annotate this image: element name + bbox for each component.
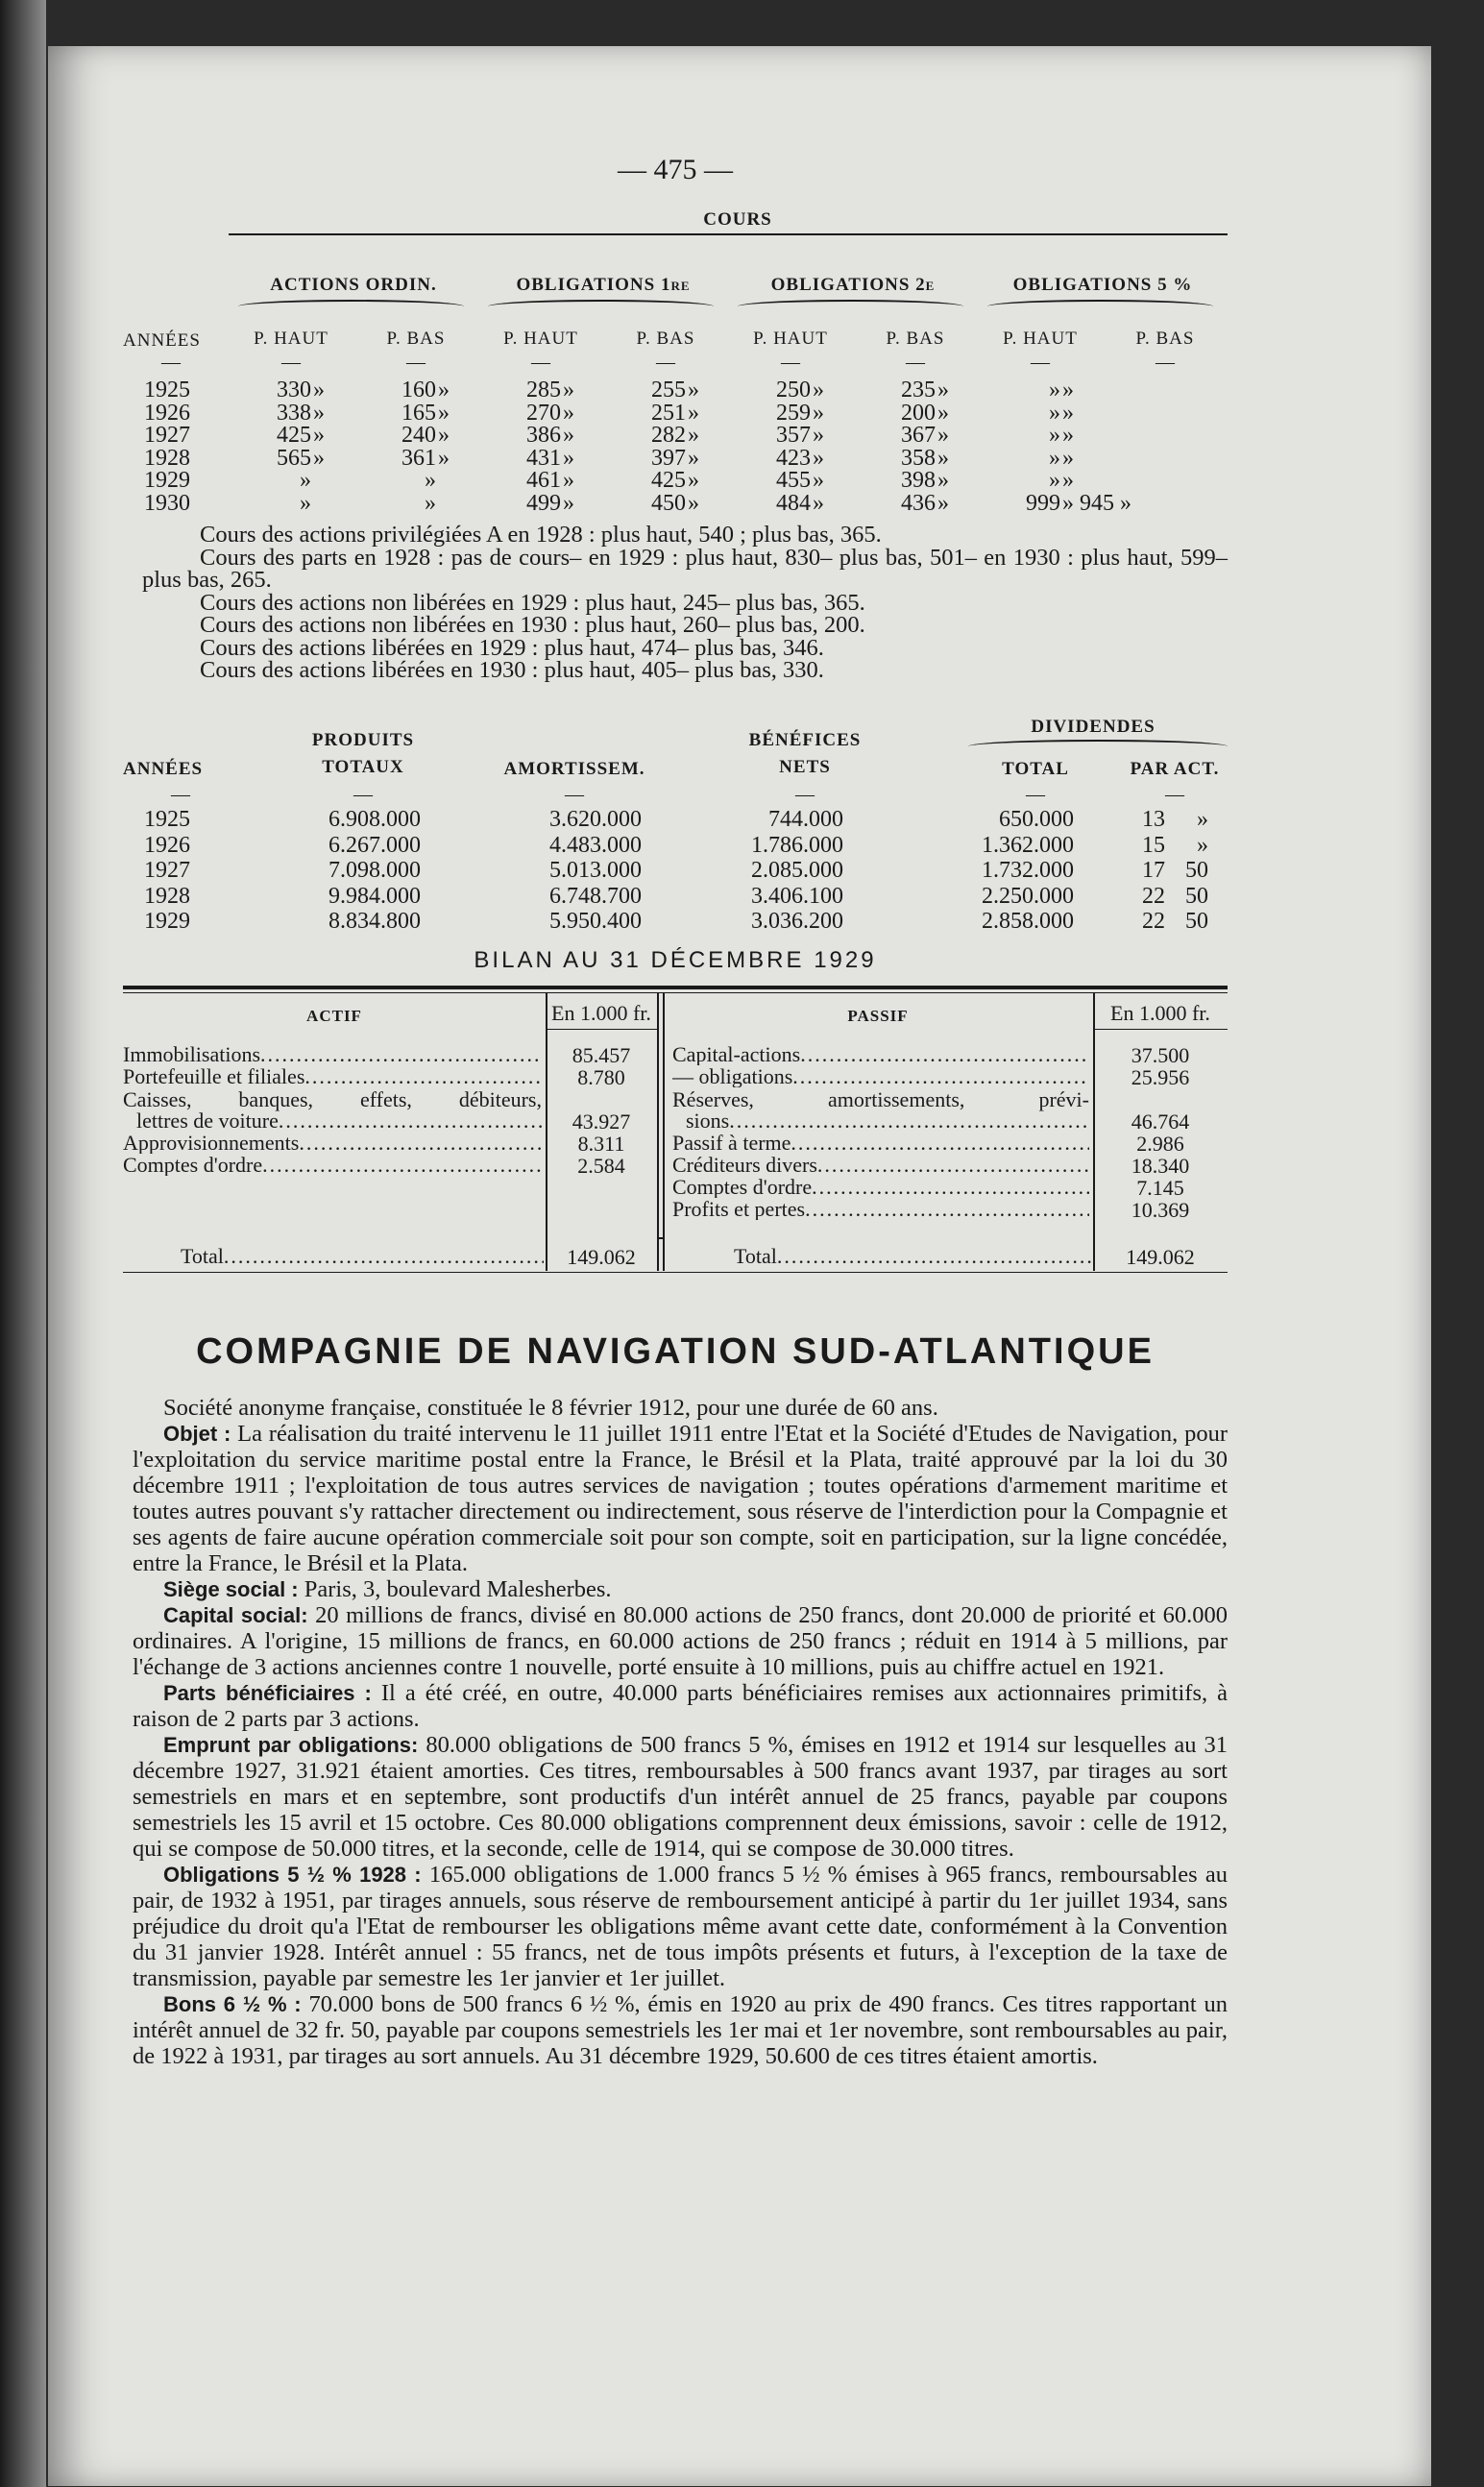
bilan-col-divider bbox=[663, 992, 665, 1271]
bilan-item-label: Réserves, amortissements, prévi- bbox=[672, 1087, 1089, 1111]
results-par-act: 17 bbox=[1142, 858, 1165, 883]
company-section-text: Il a été créé, en outre, 40.000 parts bénéficiaires remises aux actionnaires primitifs, à raison de 2 parts par 3 actions. bbox=[133, 1680, 1228, 1732]
cours-col-header: P. BAS bbox=[636, 329, 695, 349]
cours-col-dash bbox=[1103, 352, 1228, 374]
bilan-actif-unit: En 1.000 fr. bbox=[551, 1001, 651, 1025]
bilan-item-label-cont: sions bbox=[686, 1109, 730, 1132]
company-section-text: La réalisation du traité intervenu le 11 juillet 1911 entre l'Etat et la Société d'Etudes de Navigation, pour l'exploitation du service maritime postal entre la France, le Brésil et la Plata, traité approuvé par la loi du 30 décembre 1911 ; l'exploitation de tous autres services de navigation ; toutes opérations d'armement maritime et toutes autres pouvant s'y rattacher directement ou indirectement, sous réserve de l'interdiction pour la Compagnie et ses agents de faire aucune opération commerciale soit pour son compte, soit en participation, sur la ligne concédée, entre la France, le Brésil et la Plata. bbox=[133, 1421, 1229, 1576]
bilan-item-row bbox=[672, 1154, 1089, 1176]
company-section-text: 80.000 obligations de 500 francs 5 %, émises en 1912 et 1914 sur lesquelles au 31 décembre 1927, 31.921 étaient amorties. Ces titres, remboursables à 500 francs avant 1937, par tirages au sort semestriels en mars et en septembre, sont productifs d'un intérêt annuel de 25 francs, payable par coupons semestriels les 15 avril et 15 octobre. Ces 80.000 obligations comprennent deux émissions, savoir : celle de 1912, qui se compose de 50.000 titres, et la seconde, celle de 1914, qui se compose de 30.000 titres. bbox=[133, 1732, 1229, 1862]
bilan-item-value: 37.500 bbox=[1131, 1043, 1190, 1067]
bilan-unit-rule bbox=[546, 1029, 657, 1030]
cours-year: 1925 bbox=[144, 378, 190, 402]
cours-cell: » bbox=[300, 468, 311, 493]
bilan-top-rule-thin bbox=[123, 992, 1228, 993]
results-amort: 4.483.000 bbox=[549, 832, 642, 858]
cours-cell: » bbox=[563, 490, 574, 516]
bilan-item-row bbox=[672, 1198, 1089, 1220]
bilan-passif-unit: En 1.000 fr. bbox=[1110, 1001, 1210, 1025]
cours-col-dash bbox=[603, 352, 728, 374]
cours-cell: » bbox=[1049, 468, 1060, 493]
bilan-leader-dots bbox=[791, 1132, 1089, 1154]
book-page bbox=[48, 46, 1431, 2486]
cours-cell: 367 bbox=[901, 423, 936, 448]
cours-cell: 425 bbox=[277, 423, 311, 448]
cours-col-dash bbox=[478, 352, 603, 374]
results-benef: 3.036.200 bbox=[751, 909, 843, 934]
bilan-item-value: 8.311 bbox=[577, 1132, 625, 1156]
bilan-item-value: 18.340 bbox=[1131, 1154, 1190, 1178]
results-col-dash bbox=[1112, 784, 1237, 806]
bilan-leader-dots bbox=[817, 1154, 1089, 1176]
cours-cell: » bbox=[1062, 445, 1074, 471]
results-par-act: 22 bbox=[1142, 883, 1165, 909]
cours-cell: » bbox=[813, 423, 824, 448]
results-div-total: 2.858.000 bbox=[982, 909, 1074, 934]
cours-cell: » bbox=[438, 423, 450, 448]
cours-cell: » bbox=[688, 423, 699, 448]
bilan-total-label: Total bbox=[181, 1245, 224, 1267]
cours-cell: 330 bbox=[277, 378, 311, 402]
results-amort: 3.620.000 bbox=[549, 807, 642, 832]
cours-note: Cours des actions privilégiées A en 1928 : plus haut, 540 ; plus bas, 365. bbox=[200, 522, 882, 548]
bilan-leader-dots bbox=[812, 1176, 1089, 1198]
results-header-par-act: PAR ACT. bbox=[1130, 759, 1220, 779]
bilan-leader-dots bbox=[279, 1109, 542, 1132]
company-section bbox=[133, 1862, 1228, 1991]
results-par-dec: » bbox=[1197, 832, 1208, 858]
cours-cell: 200 bbox=[901, 400, 936, 426]
bilan-leader-dots bbox=[729, 1109, 1089, 1132]
cours-cell: » bbox=[937, 468, 949, 493]
cours-cell: 450 bbox=[651, 490, 686, 516]
bilan-bottom-rule bbox=[123, 1272, 1228, 1273]
cours-cell: 484 bbox=[776, 490, 811, 516]
cours-cell: 270 bbox=[526, 400, 561, 426]
company-intro: Société anonyme française, constituée le 8 février 1912, pour une durée de 60 ans. bbox=[163, 1395, 938, 1421]
results-col-dash bbox=[123, 784, 238, 806]
cours-group-label: OBLIGATIONS 5 % bbox=[1012, 275, 1193, 295]
bilan-item-value: 2.584 bbox=[577, 1154, 625, 1178]
company-section bbox=[133, 1991, 1228, 2069]
results-amort: 5.013.000 bbox=[549, 858, 642, 883]
bilan-item-label: Capital-actions bbox=[672, 1043, 801, 1065]
bilan-item-label: Créditeurs divers bbox=[672, 1154, 817, 1176]
bilan-item-label-cont: lettres de voiture bbox=[136, 1109, 279, 1132]
bilan-item-label: Caisses, banques, effets, débiteurs, bbox=[123, 1087, 542, 1111]
cours-col-header: P. BAS bbox=[1135, 329, 1195, 349]
cours-cell: » bbox=[563, 378, 574, 402]
cours-cell: » bbox=[1062, 400, 1074, 426]
results-year: 1929 bbox=[144, 909, 190, 934]
company-section-text: 165.000 obligations de 1.000 francs 5 ½ % émises à 965 francs, remboursables au pair, de 1932 à 1951, par tirages annuels, sous réserve de remboursement anticipé à partir du 1er juillet 1934, sans préjudice du droit qu'a l'Etat de rembourser les obligations même avant cette date, conformément à la Convention du 31 janvier 1928. Intérêt annuel : 55 francs, net de tous impôts présents et futurs, à l'exception de la taxe de transmission, payable par semestre les 1er janvier et 1er juillet. bbox=[133, 1862, 1228, 1991]
cours-cell: » bbox=[1049, 445, 1060, 471]
cours-cell: 358 bbox=[901, 445, 936, 471]
results-div-total: 1.362.000 bbox=[982, 832, 1074, 858]
bilan-item-row bbox=[123, 1132, 542, 1154]
cours-cell: » bbox=[688, 490, 699, 516]
bilan-item-value: 2.986 bbox=[1136, 1132, 1184, 1156]
bilan-item-row bbox=[123, 1043, 542, 1065]
cours-note: Cours des actions libérées en 1929 : plus haut, 474– plus bas, 346. bbox=[200, 634, 824, 661]
bilan-item-label: — obligations bbox=[672, 1065, 793, 1087]
results-par-dec: 50 bbox=[1185, 909, 1208, 934]
cours-col-dash bbox=[728, 352, 853, 374]
cours-col-dash bbox=[353, 352, 478, 374]
cours-cell: » bbox=[438, 378, 450, 402]
results-par-dec: » bbox=[1197, 807, 1208, 832]
cours-cell: » bbox=[563, 468, 574, 493]
cours-cell: » bbox=[688, 378, 699, 402]
cours-cell: » bbox=[313, 400, 325, 426]
dividendes-brace bbox=[968, 740, 1228, 753]
bilan-item-row bbox=[672, 1176, 1089, 1198]
results-benef: 1.786.000 bbox=[751, 832, 843, 858]
cours-col-header: P. HAUT bbox=[254, 329, 328, 349]
cours-col-header: P. HAUT bbox=[503, 329, 578, 349]
bilan-actif-total-row bbox=[181, 1245, 544, 1267]
results-par-act: 13 bbox=[1142, 807, 1165, 832]
results-col-dash bbox=[690, 784, 920, 806]
cours-cell: » bbox=[813, 445, 824, 471]
cours-col-header: P. HAUT bbox=[753, 329, 828, 349]
results-div-total: 650.000 bbox=[999, 807, 1074, 832]
cours-cell: 165 bbox=[401, 400, 436, 426]
bilan-actif-label: ACTIF bbox=[306, 1007, 362, 1025]
cours-cell: » bbox=[813, 378, 824, 402]
cours-years-label: ANNÉES bbox=[123, 330, 201, 351]
company-section bbox=[133, 1421, 1228, 1576]
results-produits: 6.908.000 bbox=[328, 807, 421, 832]
cours-cell: 398 bbox=[901, 468, 936, 493]
company-section-label: Bons 6 ½ % : bbox=[163, 1992, 302, 2016]
results-col-dash bbox=[959, 784, 1112, 806]
results-par-act: 15 bbox=[1142, 832, 1165, 858]
cours-cell: 431 bbox=[526, 445, 561, 471]
results-col-dash bbox=[248, 784, 478, 806]
cours-cell: » 945 » bbox=[1062, 490, 1131, 516]
company-title: COMPAGNIE DE NAVIGATION SUD-ATLANTIQUE bbox=[196, 1331, 1155, 1372]
bilan-leader-dots bbox=[800, 1043, 1089, 1065]
cours-cell: 255 bbox=[651, 378, 686, 402]
cours-cell: » bbox=[813, 400, 824, 426]
company-sections bbox=[133, 1421, 1228, 2069]
cours-cell: 259 bbox=[776, 400, 811, 426]
bilan-item-value: 8.780 bbox=[577, 1065, 625, 1089]
cours-group-brace bbox=[238, 300, 464, 313]
results-par-dec: 50 bbox=[1185, 883, 1208, 909]
cours-cell: » bbox=[1049, 378, 1060, 402]
cours-cell: » bbox=[425, 468, 436, 493]
bilan-item-label: Comptes d'ordre bbox=[672, 1176, 813, 1198]
results-produits: 9.984.000 bbox=[328, 883, 421, 909]
cours-group-label: ACTIONS ORDIN. bbox=[270, 275, 437, 295]
cours-col-dash bbox=[123, 352, 219, 374]
cours-cell: » bbox=[425, 490, 436, 516]
cours-note: Cours des parts en 1928 : pas de cours– en 1929 : plus haut, 830– plus bas, 501– en 1930 : plus haut, 599– plus bas, 265. bbox=[142, 544, 1228, 593]
bilan-total-label: Total bbox=[734, 1245, 777, 1267]
cours-cell: 565 bbox=[277, 445, 311, 471]
results-par-dec: 50 bbox=[1185, 858, 1208, 883]
cours-cell: 240 bbox=[401, 423, 436, 448]
bilan-item-label: Approvisionnements bbox=[123, 1132, 300, 1154]
results-header-totaux: TOTAUX bbox=[322, 757, 404, 777]
cours-title: COURS bbox=[703, 209, 772, 230]
cours-year: 1926 bbox=[144, 400, 190, 426]
cours-year: 1927 bbox=[144, 423, 190, 448]
cours-col-header: P. BAS bbox=[386, 329, 446, 349]
bilan-col-divider bbox=[657, 992, 659, 1271]
company-section bbox=[133, 1602, 1228, 1680]
company-section-label: Parts bénéficiaires : bbox=[163, 1681, 372, 1705]
bilan-top-rule bbox=[123, 986, 1228, 989]
company-section-label: Siège social : bbox=[163, 1577, 299, 1601]
bilan-item-row bbox=[136, 1109, 542, 1132]
cours-cell: » bbox=[937, 490, 949, 516]
cours-cell: » bbox=[563, 400, 574, 426]
cours-cell: » bbox=[313, 445, 325, 471]
bilan-passif-total: 149.062 bbox=[1126, 1245, 1195, 1269]
cours-cell: 251 bbox=[651, 400, 686, 426]
bilan-item-value: 25.956 bbox=[1131, 1065, 1190, 1089]
bilan-leader-dots bbox=[299, 1132, 542, 1154]
results-par-act: 22 bbox=[1142, 909, 1165, 934]
cours-cell: » bbox=[1062, 468, 1074, 493]
cours-cell: 160 bbox=[401, 378, 436, 402]
cours-cell: » bbox=[937, 445, 949, 471]
cours-year: 1929 bbox=[144, 468, 190, 493]
bilan-actif-total: 149.062 bbox=[567, 1245, 636, 1269]
cours-cell: 250 bbox=[776, 378, 811, 402]
cours-cell: 461 bbox=[526, 468, 561, 493]
cours-cell: 423 bbox=[776, 445, 811, 471]
results-benef: 744.000 bbox=[768, 807, 843, 832]
results-benef: 2.085.000 bbox=[751, 858, 843, 883]
cours-col-header: P. BAS bbox=[886, 329, 945, 349]
bilan-title: BILAN AU 31 DÉCEMBRE 1929 bbox=[474, 947, 877, 973]
results-header-dividendes: DIVIDENDES bbox=[1031, 717, 1156, 737]
cours-cell: » bbox=[937, 378, 949, 402]
cours-cell: » bbox=[563, 445, 574, 471]
bilan-item-label: Immobilisations bbox=[123, 1043, 260, 1065]
cours-cell: » bbox=[1049, 423, 1060, 448]
results-produits: 8.834.800 bbox=[328, 909, 421, 934]
bilan-item-value: 43.927 bbox=[572, 1109, 631, 1134]
cours-cell: » bbox=[438, 445, 450, 471]
results-header-years: ANNÉES bbox=[123, 759, 204, 779]
cours-note: Cours des actions non libérées en 1930 : plus haut, 260– plus bas, 200. bbox=[200, 612, 865, 638]
company-section-label: Objet : bbox=[163, 1422, 231, 1446]
bilan-item-row bbox=[123, 1154, 542, 1176]
company-section-text: Paris, 3, boulevard Malesherbes. bbox=[304, 1576, 612, 1602]
cours-year: 1928 bbox=[144, 445, 190, 471]
cours-cell: 499 bbox=[526, 490, 561, 516]
cours-cell: » bbox=[300, 490, 311, 516]
cours-note: Cours des actions non libérées en 1929 : plus haut, 245– plus bas, 365. bbox=[200, 589, 865, 616]
bilan-item-row bbox=[123, 1065, 542, 1087]
cours-cell: 357 bbox=[776, 423, 811, 448]
cours-group-brace bbox=[738, 300, 963, 313]
company-section-label: Capital social: bbox=[163, 1603, 308, 1627]
cours-cell: 235 bbox=[901, 378, 936, 402]
results-year: 1928 bbox=[144, 883, 190, 909]
results-year: 1925 bbox=[144, 807, 190, 832]
results-header-nets: NETS bbox=[779, 757, 831, 777]
cours-cell: » bbox=[1062, 378, 1074, 402]
results-col-dash bbox=[459, 784, 690, 806]
results-amort: 6.748.700 bbox=[549, 883, 642, 909]
bilan-leader-dots bbox=[805, 1198, 1089, 1220]
cours-col-dash bbox=[978, 352, 1103, 374]
cours-cell: » bbox=[313, 423, 325, 448]
cours-cell: » bbox=[688, 445, 699, 471]
bilan-item-label: Profits et pertes bbox=[672, 1198, 806, 1220]
bilan-total-rule bbox=[657, 1237, 663, 1239]
bilan-item-label: Comptes d'ordre bbox=[123, 1154, 263, 1176]
cours-note: Cours des actions libérées en 1930 : plus haut, 405– plus bas, 330. bbox=[200, 657, 824, 683]
cours-cell: » bbox=[813, 468, 824, 493]
results-produits: 7.098.000 bbox=[328, 858, 421, 883]
company-section-text: 70.000 bons de 500 francs 6 ½ %, émis en 1920 au prix de 490 francs. Ces titres rapportant un intérêt annuel de 32 fr. 50, payable par coupons semestriels les 1er mai et 1er novembre, sont remboursables au pair, de 1922 à 1931, par tirages au sort annuels. Au 31 décembre 1929, 50.600 de ces titres étaient amortis. bbox=[133, 1991, 1229, 2069]
bilan-leader-dots bbox=[260, 1043, 542, 1065]
cours-year: 1930 bbox=[144, 490, 190, 516]
bilan-item-label: Portefeuille et filiales bbox=[123, 1065, 305, 1087]
previous-page-edge bbox=[0, 0, 46, 2487]
cours-cell: 436 bbox=[901, 490, 936, 516]
bilan-item-value: 7.145 bbox=[1136, 1176, 1184, 1200]
bilan-item-label: Passif à terme bbox=[672, 1132, 791, 1154]
results-header-total: TOTAL bbox=[1002, 759, 1069, 779]
results-header-produits: PRODUITS bbox=[311, 730, 415, 750]
company-section-label: Obligations 5 ½ % 1928 : bbox=[163, 1863, 422, 1887]
bilan-leader-dots bbox=[304, 1065, 542, 1087]
cours-notes bbox=[142, 524, 1228, 682]
cours-col-dash bbox=[853, 352, 978, 374]
cours-cell: » bbox=[563, 423, 574, 448]
cours-cell: » bbox=[937, 400, 949, 426]
cours-cell: 397 bbox=[651, 445, 686, 471]
results-div-total: 1.732.000 bbox=[982, 858, 1074, 883]
results-amort: 5.950.400 bbox=[549, 909, 642, 934]
bilan-unit-rule bbox=[1093, 1029, 1228, 1030]
cours-cell: » bbox=[1062, 423, 1074, 448]
bilan-leader-dots bbox=[262, 1154, 542, 1176]
bilan-passif-total-row bbox=[734, 1245, 1091, 1267]
cours-cell: » bbox=[937, 423, 949, 448]
results-header-amort: AMORTISSEM. bbox=[503, 759, 645, 779]
cours-cell: 455 bbox=[776, 468, 811, 493]
bilan-item-value: 10.369 bbox=[1131, 1198, 1190, 1222]
cours-group-label: OBLIGATIONS 2e bbox=[770, 275, 936, 295]
cours-cell: » bbox=[813, 490, 824, 516]
results-year: 1926 bbox=[144, 832, 190, 858]
bilan-item-row bbox=[672, 1043, 1089, 1065]
results-year: 1927 bbox=[144, 858, 190, 883]
results-benef: 3.406.100 bbox=[751, 883, 843, 909]
cours-cell: 285 bbox=[526, 378, 561, 402]
company-section-text: 20 millions de francs, divisé en 80.000 actions de 250 francs, dont 20.000 de priorité et 60.000 ordinaires. A l'origine, 15 millions de francs, en 60.000 actions de 250 francs ; réduit en 1914 à 5 millions, par l'échange de 3 actions anciennes contre 1 nouvelle, porté ensuite à 10 millions, puis au chiffre actuel en 1921. bbox=[133, 1602, 1228, 1680]
cours-cell: 386 bbox=[526, 423, 561, 448]
bilan-item-row bbox=[672, 1065, 1089, 1087]
cours-cell: » bbox=[313, 378, 325, 402]
page-number: — 475 — bbox=[618, 154, 733, 185]
cours-cell: 999 bbox=[1026, 490, 1060, 516]
cours-group-label: OBLIGATIONS 1re bbox=[516, 275, 691, 295]
bilan-passif-label: PASSIF bbox=[847, 1007, 909, 1025]
company-section bbox=[133, 1576, 1228, 1602]
cours-cell: » bbox=[438, 400, 450, 426]
company-section bbox=[133, 1732, 1228, 1862]
company-section bbox=[133, 1680, 1228, 1732]
bilan-item-row bbox=[686, 1109, 1089, 1132]
results-produits: 6.267.000 bbox=[328, 832, 421, 858]
cours-top-rule bbox=[229, 233, 1228, 235]
results-div-total: 2.250.000 bbox=[982, 883, 1074, 909]
results-header-benef: BÉNÉFICES bbox=[748, 730, 862, 750]
bilan-leader-dots bbox=[792, 1065, 1089, 1087]
cours-cell: 425 bbox=[651, 468, 686, 493]
cours-cell: 338 bbox=[277, 400, 311, 426]
cours-cell: » bbox=[688, 468, 699, 493]
cours-col-header: P. HAUT bbox=[1003, 329, 1078, 349]
cours-cell: 282 bbox=[651, 423, 686, 448]
cours-group-brace bbox=[488, 300, 714, 313]
cours-cell: 361 bbox=[401, 445, 436, 471]
cours-cell: » bbox=[688, 400, 699, 426]
bilan-item-value: 46.764 bbox=[1131, 1109, 1190, 1134]
bilan-item-value: 85.457 bbox=[572, 1043, 631, 1067]
cours-group-brace bbox=[987, 300, 1213, 313]
cours-col-dash bbox=[229, 352, 353, 374]
company-section-label: Emprunt par obligations: bbox=[163, 1733, 419, 1757]
cours-cell: » bbox=[1049, 400, 1060, 426]
company-text bbox=[133, 1395, 1228, 2069]
bilan-item-row bbox=[672, 1132, 1089, 1154]
